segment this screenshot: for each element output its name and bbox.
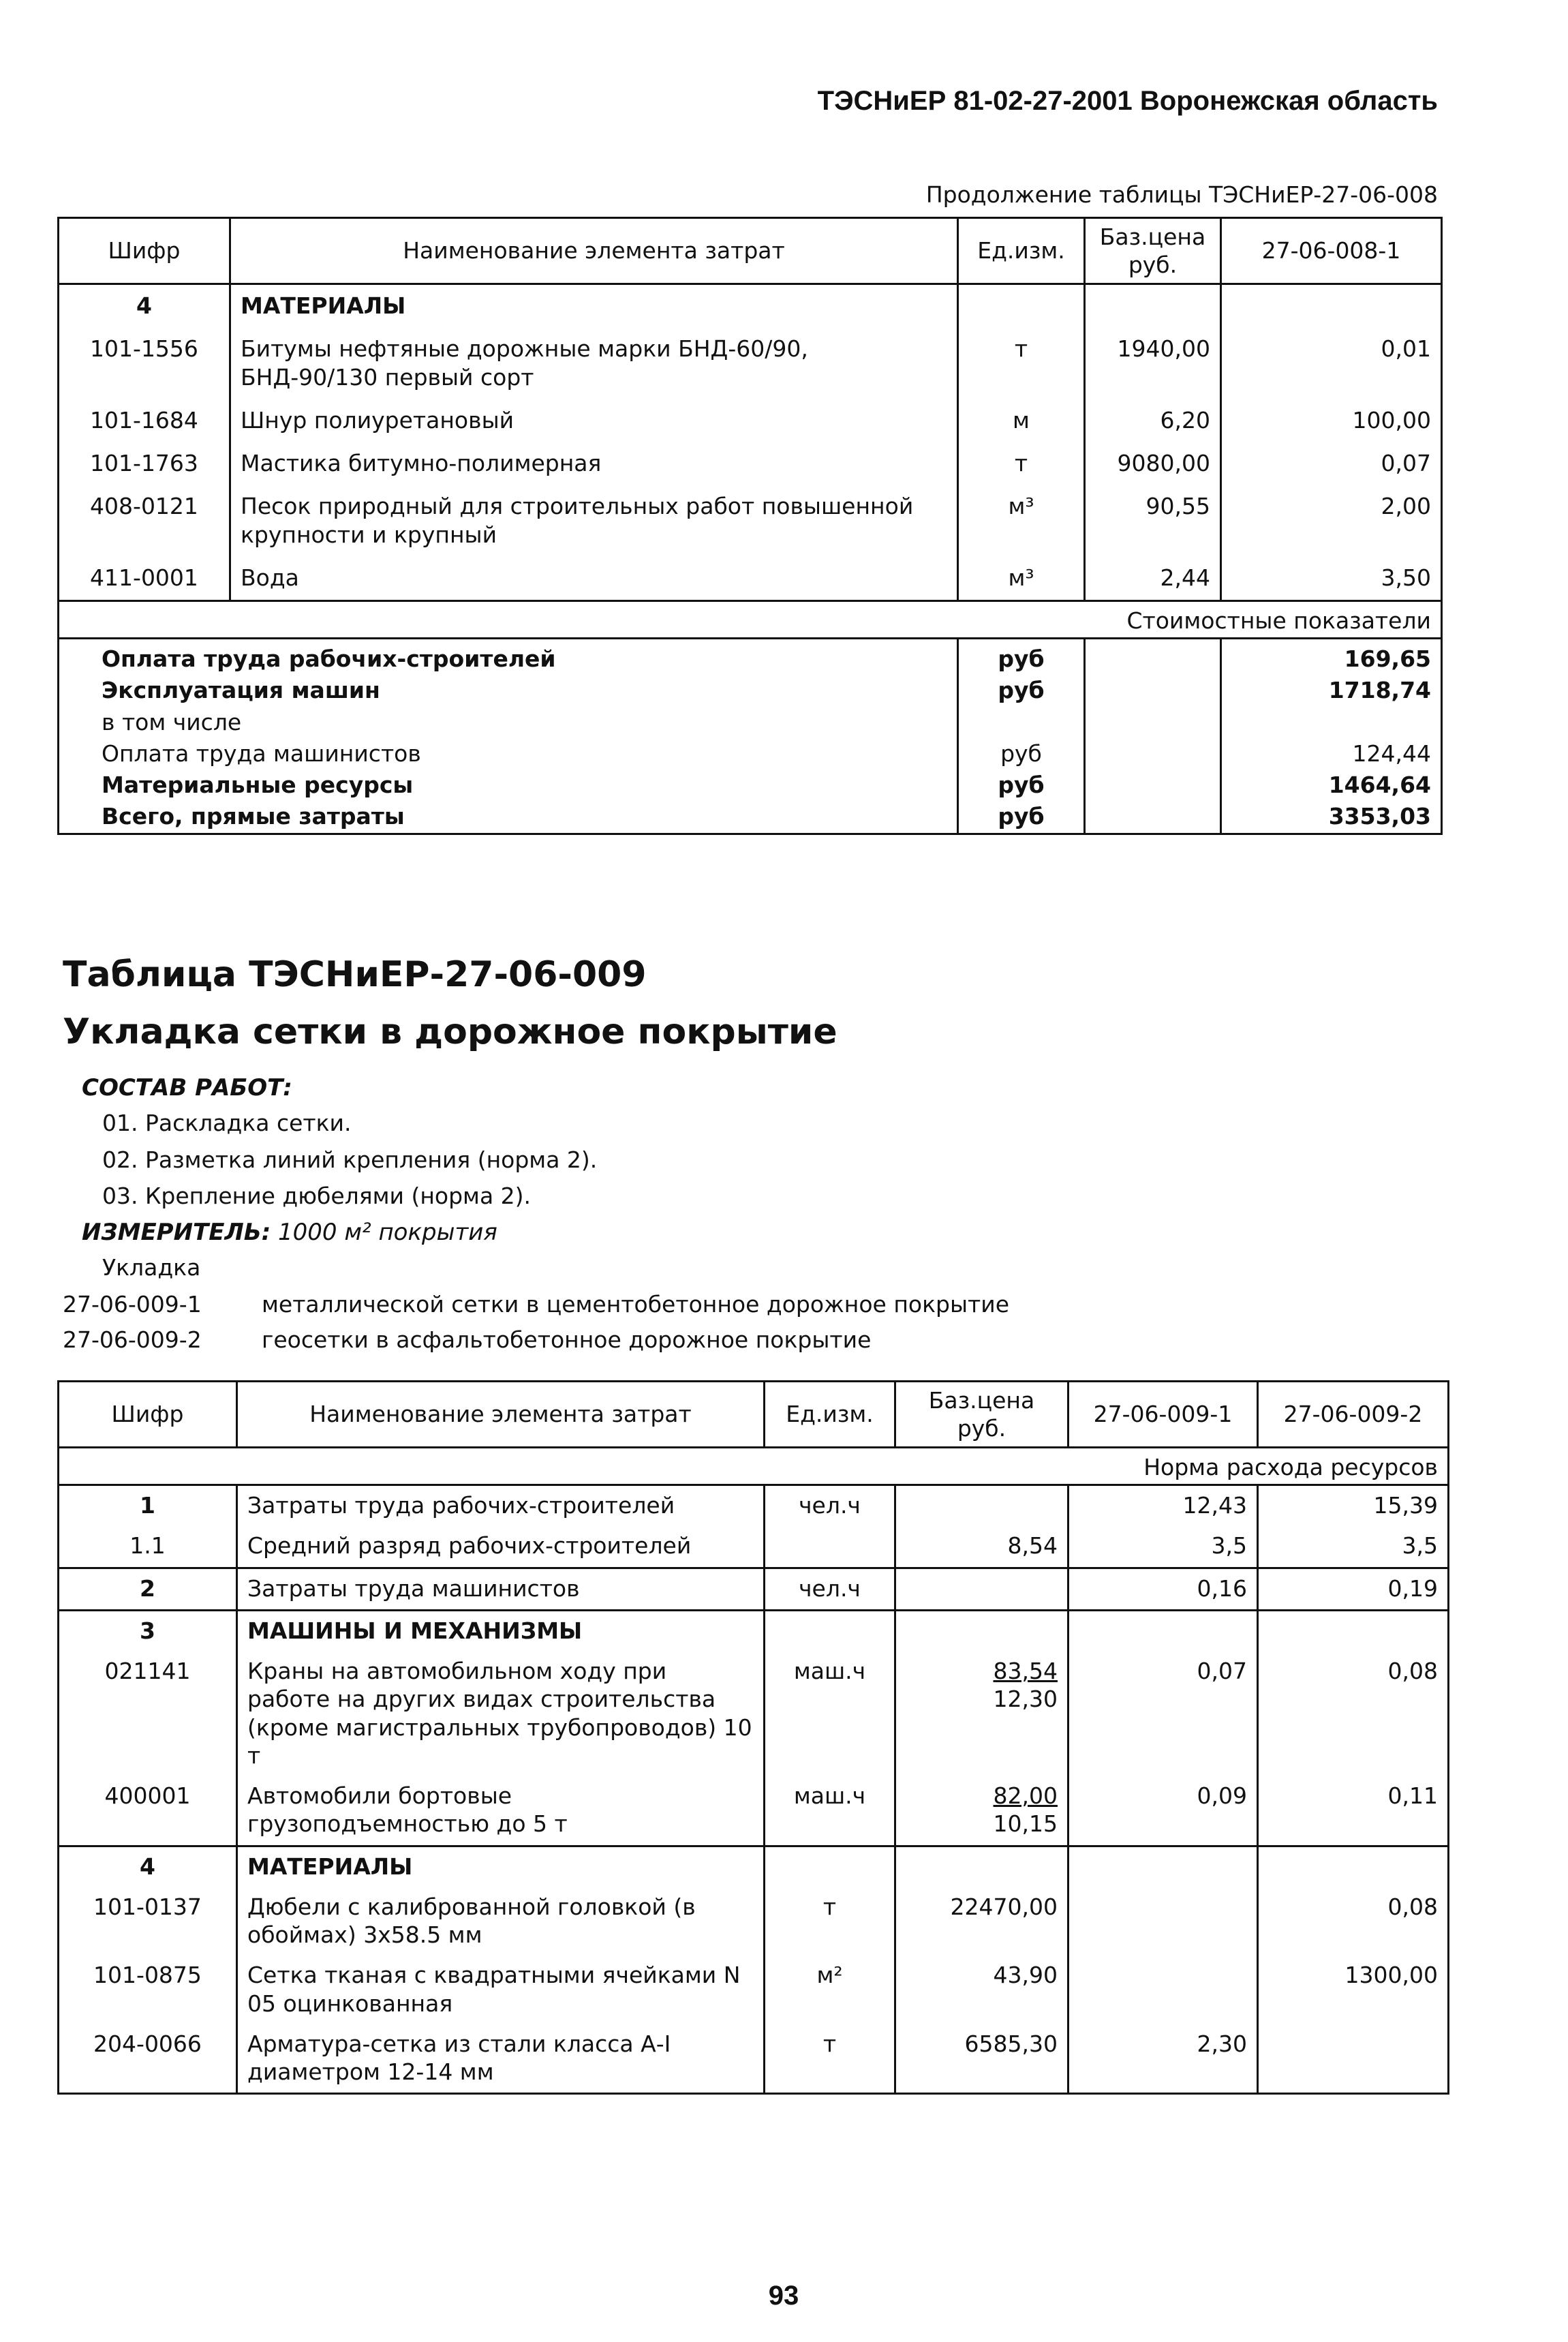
- row-code: 101-0137: [59, 1887, 237, 1956]
- indicator-value: 169,65: [1221, 639, 1442, 675]
- table-row: [59, 1568, 1449, 1610]
- row-name: Затраты труда рабочих-строителей: [237, 1485, 765, 1527]
- row-code: 411-0001: [59, 557, 230, 601]
- section-name: МАТЕРИАЛЫ: [230, 284, 958, 329]
- row-value-2: 3,5: [1258, 1526, 1449, 1568]
- row-unit: чел.ч: [765, 1485, 895, 1527]
- empty-cell: [1258, 1846, 1449, 1887]
- table-row: [59, 328, 1442, 399]
- row-value: 0,01: [1221, 328, 1442, 399]
- row-code: 101-1763: [59, 442, 230, 485]
- meter-label: ИЗМЕРИТЕЛЬ:: [82, 1219, 271, 1246]
- table-row: [59, 2024, 1449, 2094]
- empty-cell: [1085, 738, 1221, 770]
- indicator-label: Всего, прямые затраты: [59, 801, 958, 834]
- indicator-unit: руб: [958, 801, 1085, 834]
- empty-cell: [1069, 1610, 1258, 1652]
- header-code: Шифр: [59, 1382, 237, 1448]
- empty-cell: [765, 1846, 895, 1887]
- section-row: [59, 284, 1442, 329]
- table-row: [59, 557, 1442, 601]
- row-price: 43,90: [895, 1956, 1069, 2024]
- empty-cell: [1069, 1846, 1258, 1887]
- indicator-label: Эксплуатация машин: [59, 675, 958, 706]
- meter-line: [82, 1219, 497, 1246]
- row-value: 100,00: [1221, 399, 1442, 442]
- operation-item: 01. Раскладка сетки.: [102, 1110, 352, 1136]
- empty-cell: [1085, 639, 1221, 675]
- indicator-unit: руб: [958, 738, 1085, 770]
- row-name: Автомобили бортовые грузоподъемностью до 5 т: [237, 1776, 765, 1846]
- indicator-unit: руб: [958, 639, 1085, 675]
- row-code: 021141: [59, 1652, 237, 1776]
- row-price: [895, 1568, 1069, 1610]
- empty-cell: [1258, 1610, 1449, 1652]
- row-value-1: [1069, 1887, 1258, 1956]
- row-code: 1: [59, 1485, 237, 1527]
- empty-cell: [1085, 770, 1221, 801]
- row-value-2: 0,11: [1258, 1776, 1449, 1846]
- row-unit: т: [765, 2024, 895, 2094]
- row-code: 408-0121: [59, 485, 230, 557]
- row-unit: м²: [765, 1956, 895, 2024]
- row-value-1: 12,43: [1069, 1485, 1258, 1527]
- row-name: Сетка тканая с квадратными ячейками N 05 оцинкованная: [237, 1956, 765, 2024]
- indicator-label: Оплата труда машинистов: [59, 738, 958, 770]
- row-name: Краны на автомобильном ходу при работе на других видах строительства (кроме магистральных трубопроводов) 10 т: [237, 1652, 765, 1776]
- indicator-label: Оплата труда рабочих-строителей: [59, 639, 958, 675]
- table-row: [59, 442, 1442, 485]
- row-value-2: 1300,00: [1258, 1956, 1449, 2024]
- table-row: [59, 485, 1442, 557]
- ukladka-label: Укладка: [102, 1254, 201, 1281]
- row-price-cell: [895, 1776, 1069, 1846]
- header-norm: 27-06-008-1: [1221, 218, 1442, 284]
- indicator-unit: руб: [958, 675, 1085, 706]
- row-unit: маш.ч: [765, 1776, 895, 1846]
- indicator-row: [59, 770, 1442, 801]
- header-name: Наименование элемента затрат: [230, 218, 958, 284]
- norm-description: геосетки в асфальтобетонное дорожное покрытие: [262, 1326, 872, 1353]
- table-row: [59, 1652, 1449, 1776]
- empty-cell: [1085, 284, 1221, 329]
- cost-section-row: [59, 601, 1442, 639]
- row-unit: [765, 1526, 895, 1568]
- row-name: Песок природный для строительных работ повышенной крупности и крупный: [230, 485, 958, 557]
- empty-cell: [765, 1610, 895, 1652]
- row-code: 2: [59, 1568, 237, 1610]
- header-norm-2: 27-06-009-2: [1258, 1382, 1449, 1448]
- section-code: 3: [59, 1610, 237, 1652]
- norm-label-row: [59, 1448, 1449, 1485]
- operation-item: 03. Крепление дюбелями (норма 2).: [102, 1183, 532, 1209]
- section-row: [59, 1610, 1449, 1652]
- row-name: Арматура-сетка из стали класса А-I диаметром 12-14 мм: [237, 2024, 765, 2094]
- row-price: 82,00: [993, 1782, 1058, 1809]
- row-price: 90,55: [1085, 485, 1221, 557]
- row-value-2: 0,19: [1258, 1568, 1449, 1610]
- indicator-row: [59, 639, 1442, 675]
- meter-value: 1000 м² покрытия: [278, 1219, 497, 1246]
- norm-code: 27-06-009-2: [63, 1326, 202, 1353]
- header-code: Шифр: [59, 218, 230, 284]
- norm-label: Норма расхода ресурсов: [59, 1448, 1449, 1485]
- document-header: ТЭСНиЕР 81-02-27-2001 Воронежская область: [817, 86, 1438, 116]
- table-row: [59, 1956, 1449, 2024]
- indicator-row: [59, 707, 1442, 738]
- row-value-2: 0,08: [1258, 1652, 1449, 1776]
- empty-cell: [1085, 675, 1221, 706]
- section-code: 4: [59, 284, 230, 329]
- row-code: 101-1684: [59, 399, 230, 442]
- header-price: Баз.цена руб.: [895, 1382, 1069, 1448]
- row-price-operator: 12,30: [993, 1686, 1058, 1713]
- row-value-1: 0,09: [1069, 1776, 1258, 1846]
- row-code: 101-0875: [59, 1956, 237, 2024]
- table-header-row: [59, 218, 1442, 284]
- section-row: [59, 1846, 1449, 1887]
- row-price: 1940,00: [1085, 328, 1221, 399]
- row-unit: м³: [958, 485, 1085, 557]
- materials-table-continued: [57, 217, 1443, 835]
- indicator-value: 124,44: [1221, 738, 1442, 770]
- row-value-2: [1258, 2024, 1449, 2094]
- resources-table: [57, 1380, 1449, 2095]
- section-title: Таблица ТЭСНиЕР-27-06-009: [63, 954, 647, 995]
- table-row: [59, 1776, 1449, 1846]
- header-unit: Ед.изм.: [958, 218, 1085, 284]
- section-code: 4: [59, 1846, 237, 1887]
- row-unit: т: [958, 442, 1085, 485]
- operation-item: 02. Разметка линий крепления (норма 2).: [102, 1146, 598, 1173]
- indicator-value: 1464,64: [1221, 770, 1442, 801]
- header-price: Баз.цена руб.: [1085, 218, 1221, 284]
- table-row: [59, 1485, 1449, 1527]
- empty-cell: [895, 1610, 1069, 1652]
- table-row: [59, 1887, 1449, 1956]
- row-unit: м: [958, 399, 1085, 442]
- row-name: Дюбели с калиброванной головкой (в обоймах) 3х58.5 мм: [237, 1887, 765, 1956]
- table-row: [59, 399, 1442, 442]
- row-name: Средний разряд рабочих-строителей: [237, 1526, 765, 1568]
- row-code: 1.1: [59, 1526, 237, 1568]
- empty-cell: [1085, 801, 1221, 834]
- row-unit: м³: [958, 557, 1085, 601]
- row-price: 83,54: [993, 1658, 1058, 1684]
- row-code: 101-1556: [59, 328, 230, 399]
- empty-cell: [1085, 707, 1221, 738]
- row-value-1: 0,16: [1069, 1568, 1258, 1610]
- indicator-unit: руб: [958, 770, 1085, 801]
- row-name: Шнур полиуретановый: [230, 399, 958, 442]
- row-name: Затраты труда машинистов: [237, 1568, 765, 1610]
- row-code: 400001: [59, 1776, 237, 1846]
- row-price: 6,20: [1085, 399, 1221, 442]
- indicator-row: [59, 801, 1442, 834]
- row-name: Мастика битумно-полимерная: [230, 442, 958, 485]
- row-unit: т: [958, 328, 1085, 399]
- row-price-cell: [895, 1652, 1069, 1776]
- row-price: 8,54: [895, 1526, 1069, 1568]
- row-value-2: 0,08: [1258, 1887, 1449, 1956]
- row-name: Вода: [230, 557, 958, 601]
- indicator-row: [59, 738, 1442, 770]
- row-value: 2,00: [1221, 485, 1442, 557]
- page-number: 93: [768, 2281, 799, 2311]
- row-code: 204-0066: [59, 2024, 237, 2094]
- row-value-1: 2,30: [1069, 2024, 1258, 2094]
- empty-cell: [895, 1846, 1069, 1887]
- table-header-row: [59, 1382, 1449, 1448]
- indicator-label: в том числе: [59, 707, 958, 738]
- section-name: МАТЕРИАЛЫ: [237, 1846, 765, 1887]
- row-price-operator: 10,15: [993, 1810, 1058, 1838]
- row-unit: т: [765, 1887, 895, 1956]
- row-value: 0,07: [1221, 442, 1442, 485]
- indicator-value: [1221, 707, 1442, 738]
- continuation-caption: Продолжение таблицы ТЭСНиЕР-27-06-008: [925, 181, 1438, 208]
- row-value-1: 3,5: [1069, 1526, 1258, 1568]
- row-price: 22470,00: [895, 1887, 1069, 1956]
- row-price: 6585,30: [895, 2024, 1069, 2094]
- row-value: 3,50: [1221, 557, 1442, 601]
- indicator-unit: [958, 707, 1085, 738]
- empty-cell: [958, 284, 1085, 329]
- row-value-2: 15,39: [1258, 1485, 1449, 1527]
- row-price: [895, 1485, 1069, 1527]
- table-row: [59, 1526, 1449, 1568]
- indicator-row: [59, 675, 1442, 706]
- header-name: Наименование элемента затрат: [237, 1382, 765, 1448]
- indicator-label: Материальные ресурсы: [59, 770, 958, 801]
- row-value-1: [1069, 1956, 1258, 2024]
- row-unit: маш.ч: [765, 1652, 895, 1776]
- norm-description: металлической сетки в цементобетонное дорожное покрытие: [262, 1291, 1010, 1318]
- header-norm-1: 27-06-009-1: [1069, 1382, 1258, 1448]
- indicator-value: 1718,74: [1221, 675, 1442, 706]
- norm-code: 27-06-009-1: [63, 1291, 202, 1318]
- row-value-1: 0,07: [1069, 1652, 1258, 1776]
- composition-label: СОСТАВ РАБОТ:: [82, 1074, 292, 1101]
- row-price: 2,44: [1085, 557, 1221, 601]
- row-name: Битумы нефтяные дорожные марки БНД-60/90, БНД-90/130 первый сорт: [230, 328, 958, 399]
- header-unit: Ед.изм.: [765, 1382, 895, 1448]
- section-subtitle: Укладка сетки в дорожное покрытие: [63, 1012, 837, 1052]
- row-price: 9080,00: [1085, 442, 1221, 485]
- cost-section-label: Стоимостные показатели: [59, 601, 1442, 639]
- row-unit: чел.ч: [765, 1568, 895, 1610]
- section-name: МАШИНЫ И МЕХАНИЗМЫ: [237, 1610, 765, 1652]
- indicator-value: 3353,03: [1221, 801, 1442, 834]
- empty-cell: [1221, 284, 1442, 329]
